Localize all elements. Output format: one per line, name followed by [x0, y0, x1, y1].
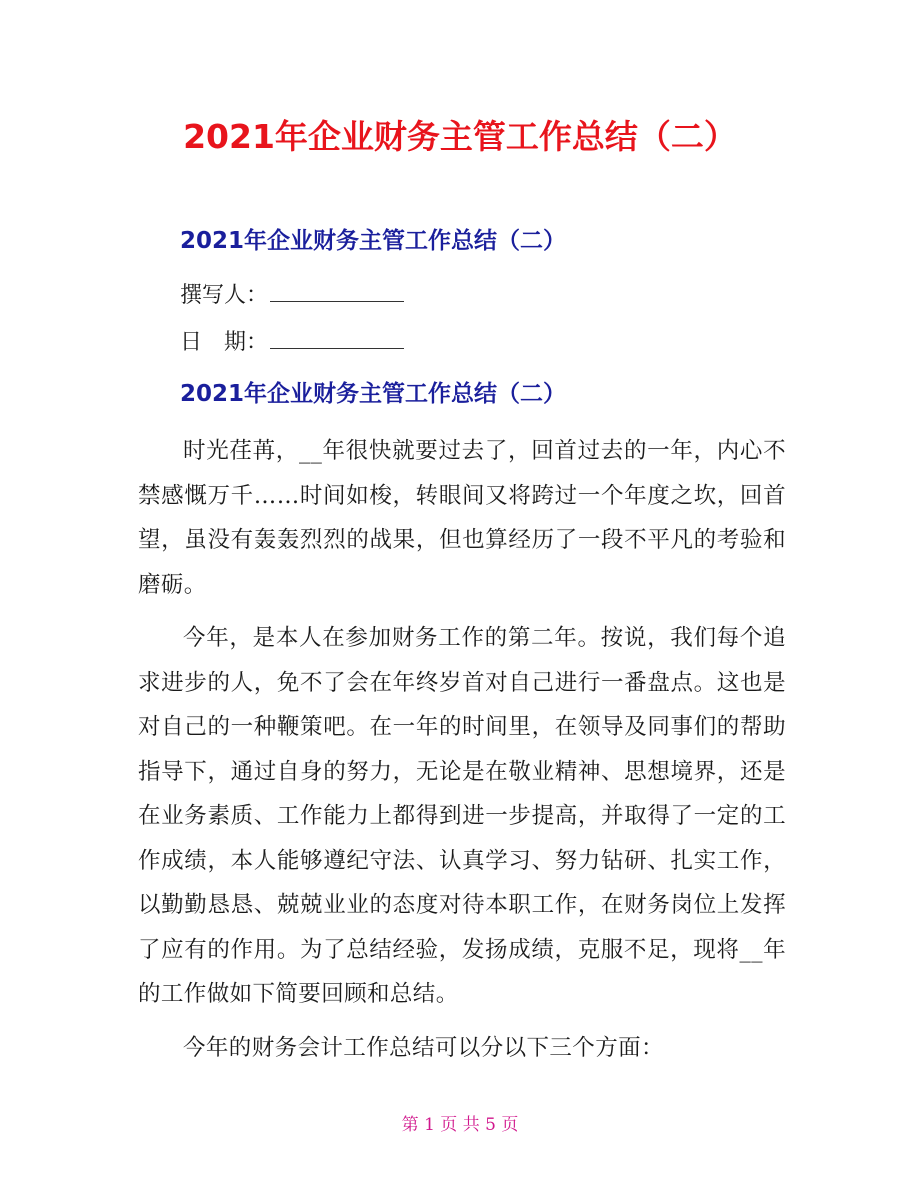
paragraph-1	[138, 429, 786, 607]
paragraph-text: 今年，是本人在参加财务工作的第二年。按说，我们每个追求进步的人，免不了会在年终岁首对自己进行一番盘点。这也是对自己的一种鞭策吧。在一年的时间里，在领导及同事们的帮助指导下，通过自身的努力，无论是在敬业精神、思想境界，还是在业务素质、工作能力上都得到进一步提高，并取得了一定的工作成绩，本人能够遵纪守法、认真学习、努力钻研、扎实工作，以勤勤恳恳、兢兢业业的态度对待本职工作，在财务岗位上发挥了应有的作用。为了总结经验，发扬成绩，克服不足，现将__年的工作做如下简要回顾和总结。	[138, 625, 786, 1007]
author-line	[180, 281, 404, 311]
date-blank	[270, 330, 404, 349]
date-line	[180, 328, 404, 358]
date-label: 日 期：	[180, 330, 269, 355]
paragraph-text: 时光荏苒，__年很快就要过去了，回首过去的一年，内心不禁感慨万千……时间如梭，转眼间又将跨过一个年度之坎，回首望，虽没有轰轰烈烈的战果，但也算经历了一段不平凡的考验和磨砺。	[138, 438, 786, 598]
section-heading-2: 2021年企业财务主管工作总结（二）	[180, 381, 567, 407]
main-title: 2021年企业财务主管工作总结（二）	[183, 117, 737, 156]
paragraph-2	[138, 616, 786, 1017]
section-heading-1: 2021年企业财务主管工作总结（二）	[180, 228, 567, 254]
author-blank	[270, 283, 404, 302]
paragraph-3	[138, 1026, 786, 1071]
author-label: 撰写人：	[180, 283, 269, 308]
paragraph-text: 今年的财务会计工作总结可以分以下三个方面：	[183, 1035, 664, 1061]
page-footer: 第 1 页 共 5 页	[401, 1115, 519, 1135]
